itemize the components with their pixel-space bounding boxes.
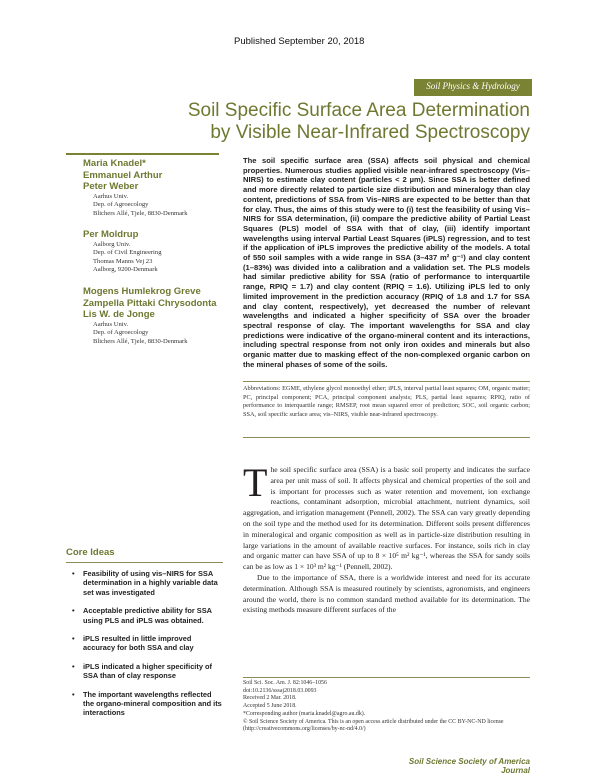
core-ideas-box xyxy=(66,547,223,727)
affiliation-line: Dep. of Agroecology xyxy=(93,201,149,209)
affiliation-line: Aarhus Univ. xyxy=(93,192,129,200)
abstract-divider xyxy=(243,381,530,382)
author-name: Emmanuel Arthur xyxy=(83,169,163,181)
author-group-2 xyxy=(83,229,233,275)
core-ideas-divider xyxy=(66,562,223,563)
accepted-date: Accepted 5 June 2018. xyxy=(243,703,297,710)
author-group-3 xyxy=(83,286,233,346)
core-idea-item: • Acceptable predictive ability for SSA using PLS and iPLS was obtained. xyxy=(66,606,223,625)
affiliation-line: Dep. of Civil Engineering xyxy=(93,249,162,257)
affiliation-line: Aalborg Univ. xyxy=(93,240,131,248)
doi: doi:10.2136/sssaj2018.03.0093 xyxy=(243,687,317,694)
affiliation-line: Thomas Manns Vej 23 xyxy=(93,257,153,265)
body-paragraph-1 xyxy=(243,460,530,573)
section-banner xyxy=(414,79,532,96)
core-ideas-title: Core Ideas xyxy=(66,547,115,558)
section-label: Soil Physics & Hydrology xyxy=(426,81,520,91)
author-group-1 xyxy=(83,158,233,218)
author-name: Per Moldrup xyxy=(83,229,139,240)
affiliation-line: Aalborg, 9200-Denmark xyxy=(93,266,158,274)
published-date: Published September 20, 2018 xyxy=(234,36,365,47)
core-idea-item: • Feasibility of using vis–NIRS for SSA determination in a highly variable data set was investigated xyxy=(66,569,223,597)
affiliation-line: Aarhus Univ. xyxy=(93,320,129,328)
drop-cap: T xyxy=(243,460,268,505)
core-idea-item: • iPLS resulted in little improved accuracy for both SSA and clay xyxy=(66,634,223,653)
journal-name: Soil Science Society of America Journal xyxy=(408,757,530,775)
title-line-1: Soil Specific Surface Area Determination xyxy=(187,100,530,121)
affiliation-line: Blichers Allé, Tjele, 8830-Denmark xyxy=(93,337,188,345)
author-name: Lis W. de Jonge xyxy=(83,309,155,320)
received-date: Received 2 Mar. 2018. xyxy=(243,695,297,702)
core-idea-item: • iPLS indicated a higher specificity of SSA than of clay response xyxy=(66,662,223,681)
affiliation-line: Dep. of Agroecology xyxy=(93,329,149,337)
abstract: The soil specific surface area (SSA) affects soil physical and chemical properties. Numerous studies applied visible near-infrared spectroscopy (Vis–NIRS) to estimate clay content (particles < 2 µm). Since SSA is better defined and more directly related to particle size distribution and mineralogy than clay content, predictions of SSA from Vis–NIRS are expected to be better than that for clay. Thus, the aims of this study were to (i) test the feasibility of using Vis–NIRS for SSA determination, (ii) compare the predictive ability of Partial Least Squares (PLS) model of SSA with that of clay, (iii) identify important wavelengths using interval Partial Least Squares (iPLS) regression, and to test if the application of iPLS improves the predictive ability of the models. A total of 550 soil samples with a wide range in SSA (3–437 m² g⁻¹) and clay content (1–83%) was divided into a calibration and a validation set. The PLS models had similar predictive ability for SSA (ratio of performance to interquartile range, RPIQ = 1.7) and clay content (RPIQ = 1.6). Utilizing iPLS led to only limited improvement in the prediction accuracy (RPIQ of 1.8 and 1.7 for SSA and clay content, respectively), yet decreased the number of relevant wavelengths and indicated a higher specificity of SSA over the broader spectral response of clay. The important wavelengths for SSA and clay predictions were indicative of the organo-mineral content and its interactions, including spectral response from not only iron oxides and minerals but also organic matter due to masking effect of the non-complexed organic carbon on the mineral phases of some of the soils. xyxy=(243,156,530,369)
body-text xyxy=(243,460,530,616)
author-name: Zampella Pittaki Chrysodonta xyxy=(83,297,217,309)
citation: Soil Sci. Soc. Am. J. 82:1046–1056 xyxy=(243,680,327,686)
license: © Soil Science Society of America. This is an open access article distributed under the CC BY-NC-ND license (http://creativecommons.org/licenses/by-nc-nd/4.0/) xyxy=(243,718,504,733)
body-paragraph-2: Due to the importance of SSA, there is a worldwide interest and need for its accurate determination. Although SSA is measured routinely by scientists, agronomists, and engineers around the world, there is no common standard method available for its determination. The existing methods measure different surfaces of the xyxy=(243,572,530,615)
author-name: Peter Weber xyxy=(83,181,139,192)
corresponding-author: *Corresponding author (maria.knadel@agro.au.dk). xyxy=(243,710,366,717)
author-rule xyxy=(66,153,219,155)
footer-divider xyxy=(243,677,530,678)
body-paragraph-1-text: he soil specific surface area (SSA) is a basic soil property and indicates the surface area per unit mass of soil. It affects physical and chemical properties of the soil and is important for processes such as water retention and movement, ion exchange reactions, contaminant adsorption, microbial attachment, nutrient dynamics, soil aggregation, and irrigation management (Pennell, 2002). The SSA can vary greatly depending on the soil type and the method used for its determination. Different soils present differences in mineralogical and organic composition as well as in particle-size distribution resulting in large variations in the amount of available reactive surfaces. For instance, soils rich in clay and organic matter can have SSA of up to 8 × 10⁵ m² kg⁻¹, whereas the SSA for sandy soils can be as low as 1 × 10³ m² kg⁻¹ (Pennell, 2002). xyxy=(243,465,530,572)
core-idea-item: • The important wavelengths reflected the organo-mineral composition and its interactions xyxy=(66,690,223,718)
article-footer xyxy=(243,680,530,734)
core-ideas-list xyxy=(66,569,223,718)
title-line-2: by Visible Near-Infrared Spectroscopy xyxy=(210,122,530,143)
abbreviations: Abbreviations: EGME, ethylene glycol monoethyl ether; iPLS, interval partial least squares; OM, organic matter; PC, principal component; PCA, principal component analysis; PLS, partial least squares; RPIQ, ratio of performance to interquartile range; RMSEP, root mean squared error of prediction; SOC, soil organic carbon; SSA, soil specific surface area; vis–NIRS, visible near-infrared spectroscopy. xyxy=(243,385,530,418)
abbreviations-divider xyxy=(243,437,530,438)
affiliation-line: Blichers Allé, Tjele, 8830-Denmark xyxy=(93,209,188,217)
article-title xyxy=(150,100,530,144)
author-name: Mogens Humlekrog Greve xyxy=(83,286,201,297)
author-name: Maria Knadel* xyxy=(83,158,146,169)
